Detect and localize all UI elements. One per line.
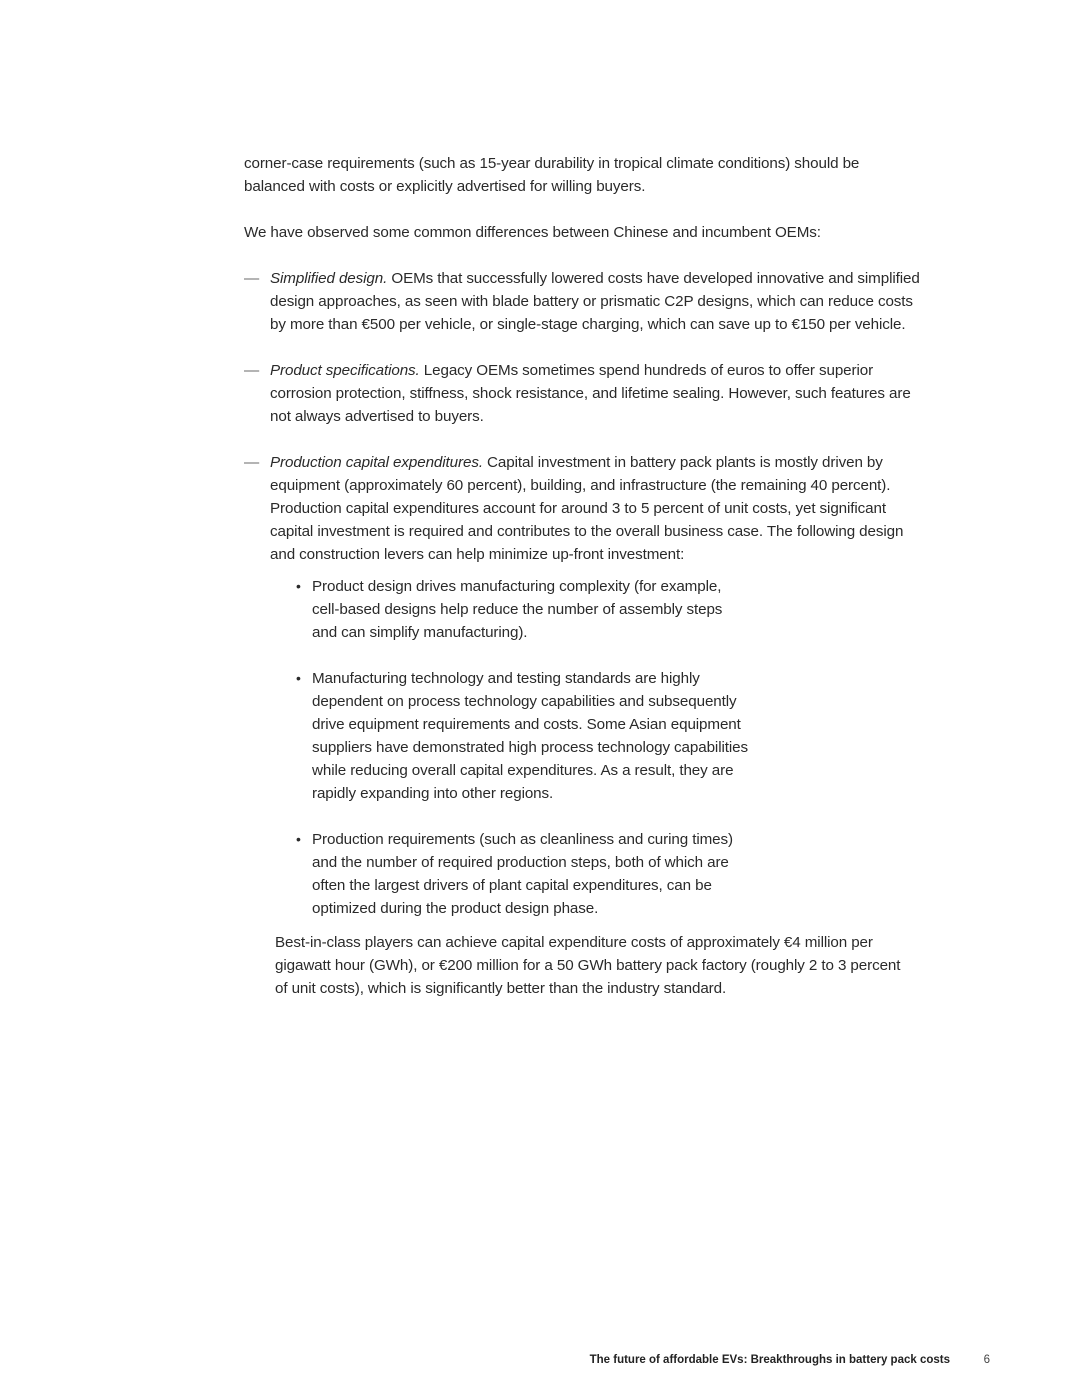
bullet-marker: • [296, 670, 301, 686]
dash-item-text: Capital investment in battery pack plants is mostly driven by equipment (approximately 60 percent), building, and infrastructure (the remaining 40 percent). Production capital expenditures account for around 3 to 5 percent of unit costs, yet significant capital investment is required and contributes to the overall business case. The following design and construction levers can help minimize up-front investment: [270, 454, 904, 563]
observation-paragraph: We have observed some common differences between Chinese and incumbent OEMs: [244, 224, 821, 241]
bullet-text: Production requirements (such as cleanliness and curing times) and the number of required production steps, both of which are often the largest drivers of plant capital expenditures, can be optimized during the product design phase. [312, 831, 733, 917]
dash-item-lead: Product specifications. [270, 362, 420, 379]
dash-item-production-capex [244, 451, 924, 920]
page-number: 6 [983, 1354, 990, 1366]
list-item [296, 575, 750, 644]
footer-title: The future of affordable EVs: Breakthroughs in battery pack costs [589, 1354, 950, 1366]
dash-marker: — [244, 270, 260, 287]
dash-item-lead: Simplified design. [270, 270, 388, 287]
dash-item-text: Legacy OEMs sometimes spend hundreds of euros to offer superior corrosion protection, stiffness, shock resistance, and lifetime sealing. However, such features are not always advertised to buyers. [270, 362, 911, 425]
dash-marker: — [244, 454, 260, 471]
lever-bullet-list [270, 575, 750, 920]
body-text [244, 152, 924, 1000]
bullet-marker: • [296, 831, 301, 847]
closing-paragraph: Best-in-class players can achieve capital expenditure costs of approximately €4 million per gigawatt hour (GWh), or €200 million for a 50 GWh battery pack factory (roughly 2 to 3 percent of unit costs), which is significantly better than the industry standard. [275, 934, 901, 997]
list-item [296, 828, 750, 920]
list-item [296, 667, 750, 805]
dash-marker: — [244, 362, 260, 379]
bullet-text: Manufacturing technology and testing standards are highly dependent on process technology capabilities and subsequently drive equipment requirements and costs. Some Asian equipment suppliers have demonstrated high process technology capabilities while reducing overall capital expenditures. As a result, they are rapidly expanding into other regions. [312, 670, 748, 802]
dash-item-simplified-design [244, 267, 924, 336]
intro-paragraph: corner-case requirements (such as 15-year durability in tropical climate conditions) should be balanced with costs or explicitly advertised for willing buyers. [244, 155, 860, 195]
bullet-marker: • [296, 578, 301, 594]
dash-item-product-specifications [244, 359, 924, 428]
dash-item-lead: Production capital expenditures. [270, 454, 483, 471]
bullet-text: Product design drives manufacturing complexity (for example, cell-based designs help reduce the number of assembly steps and can simplify manufacturing). [312, 578, 723, 641]
dash-item-text: OEMs that successfully lowered costs have developed innovative and simplified design approaches, as seen with blade battery or prismatic C2P designs, which can reduce costs by more than €500 per vehicle, or single-stage charging, which can save up to €150 per vehicle. [270, 270, 920, 333]
